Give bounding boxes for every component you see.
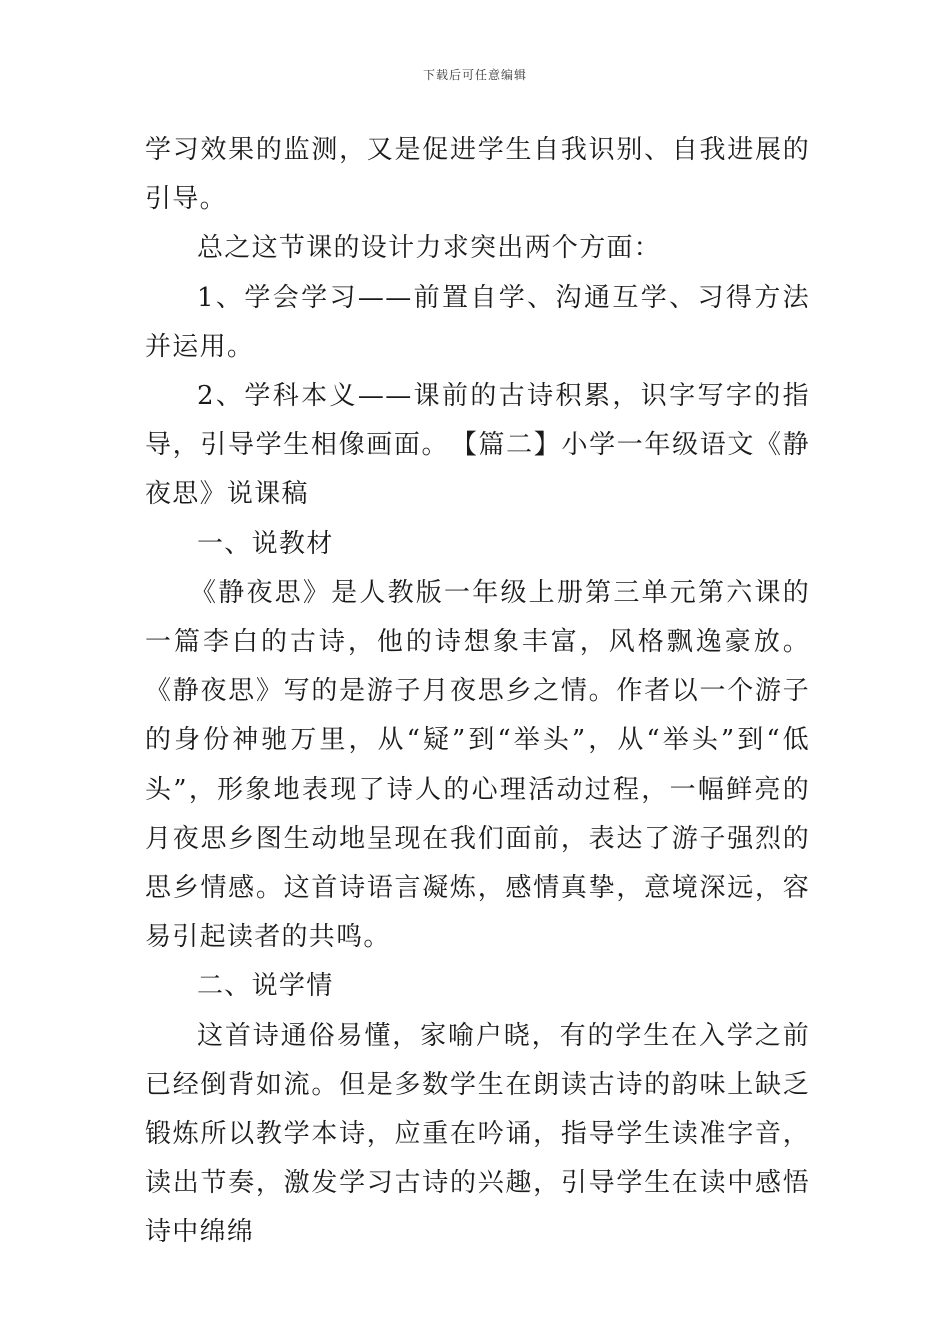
paragraph: 这首诗通俗易懂，家喻户晓，有的学生在入学之前已经倒背如流。但是多数学生在朗读古诗的韵味上缺乏锻炼所以教学本诗，应重在吟诵，指导学生读准字音，读出节奏，激发学习古诗的兴趣，引导学生在读中感悟诗中绵绵 [145,1020,810,1248]
paragraph: 学习效果的监测，又是促进学生自我识别、自我进展的引导。 [145,135,810,215]
paragraph: 2、学科本义——课前的古诗积累，识字写字的指导，引导学生相像画面。 【篇二】小学一年级语文《静夜思》说课稿 [145,381,810,510]
paragraph: 《静夜思》是人教版一年级上册第三单元第六课的一篇李白的古诗，他的诗想象丰富，风格飘逸豪放。《静夜思》写的是游子月夜思乡之情。作者以一个游子的身份神驰万里，从“疑”到“举头”，从“举头”到“低头”，形象地表现了诗人的心理活动过程，一幅鲜亮的月夜思乡图生动地呈现在我们面前，表达了游子强烈的思乡情感。这首诗语言凝炼，感情真挚，意境深远，容易引起读者的共鸣。 [145,577,810,953]
section-heading: 一、说教材 [197,528,334,559]
document-body [145,126,810,1258]
section-heading: 二、说学情 [197,971,334,1002]
page-header: 下载后可任意编辑 [422,68,527,82]
paragraph: 1、学会学习——前置自学、沟通互学、习得方法并运用。 [145,282,810,362]
paragraph: 总之这节课的设计力求突出两个方面： [197,233,662,264]
